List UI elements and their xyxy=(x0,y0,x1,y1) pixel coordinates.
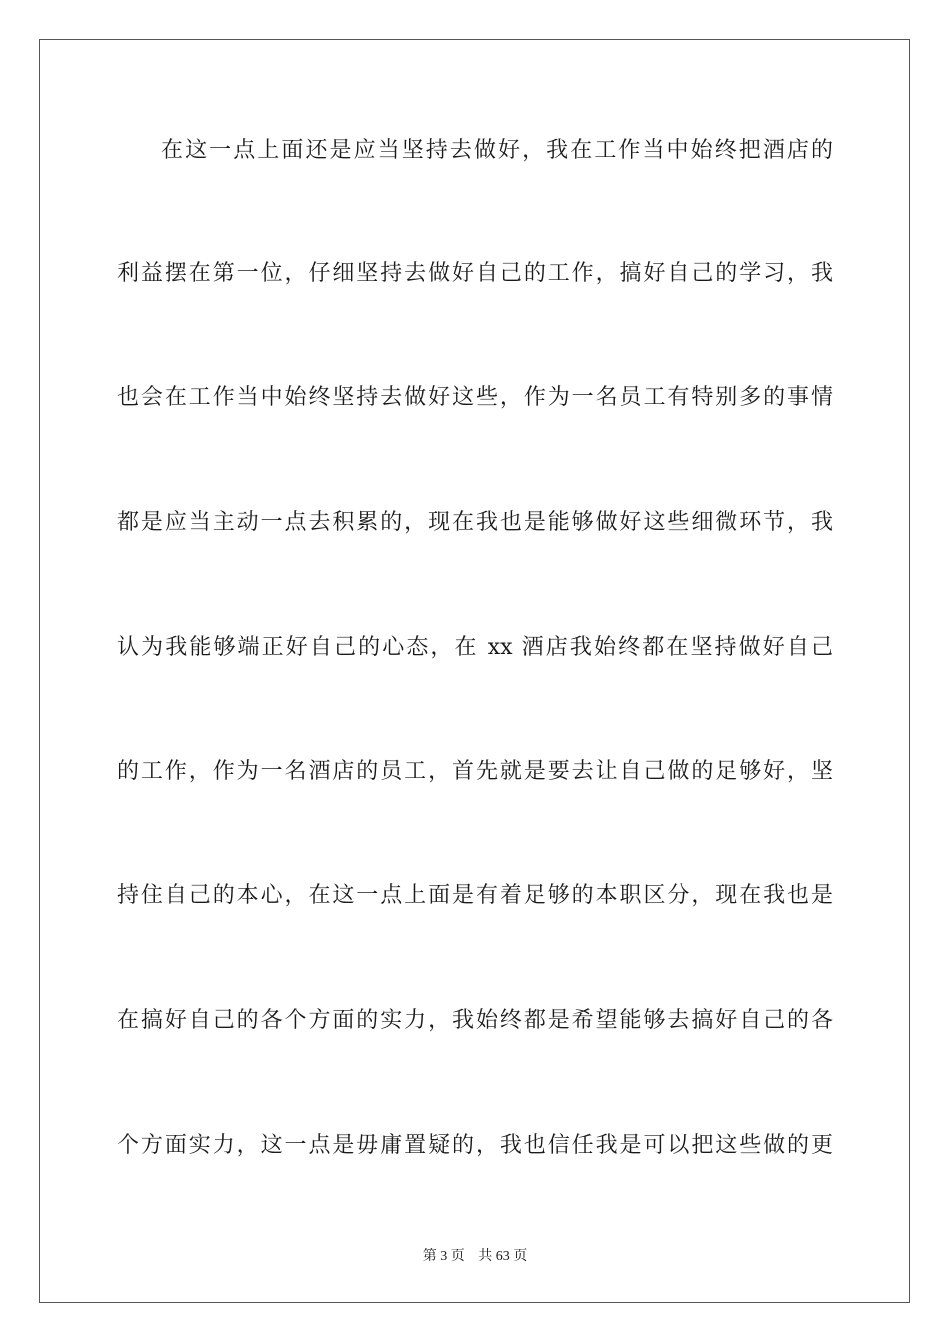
paragraph-line: 在搞好自己的各个方面的实力，我始终都是希望能够去搞好自己的各 xyxy=(117,1008,833,1033)
total-pages: 共 63 页 xyxy=(478,1249,528,1264)
paragraph-line: 持住自己的本心，在这一点上面是有着足够的本职区分，现在我也是 xyxy=(117,883,833,908)
paragraph-line: 都是应当主动一点去积累的，现在我也是能够做好这些细微环节，我 xyxy=(117,510,833,535)
paragraph-line: 个方面实力，这一点是毋庸置疑的，我也信任我是可以把这些做的更 xyxy=(117,1133,833,1158)
paragraph-line: 在这一点上面还是应当坚持去做好，我在工作当中始终把酒店的 xyxy=(161,138,833,163)
page-border xyxy=(39,39,910,1303)
page-number: 第 3 页 xyxy=(422,1249,465,1264)
paragraph-line: 利益摆在第一位，仔细坚持去做好自己的工作，搞好自己的学习，我 xyxy=(117,261,833,286)
paragraph-line: 也会在工作当中始终坚持去做好这些，作为一名员工有特别多的事情 xyxy=(117,385,833,410)
page-footer xyxy=(0,1248,950,1266)
paragraph-line: 的工作，作为一名酒店的员工，首先就是要去让自己做的足够好，坚 xyxy=(117,759,833,784)
paragraph-line: 认为我能够端正好自己的心态，在 xx 酒店我始终都在坚持做好自己 xyxy=(117,635,833,660)
